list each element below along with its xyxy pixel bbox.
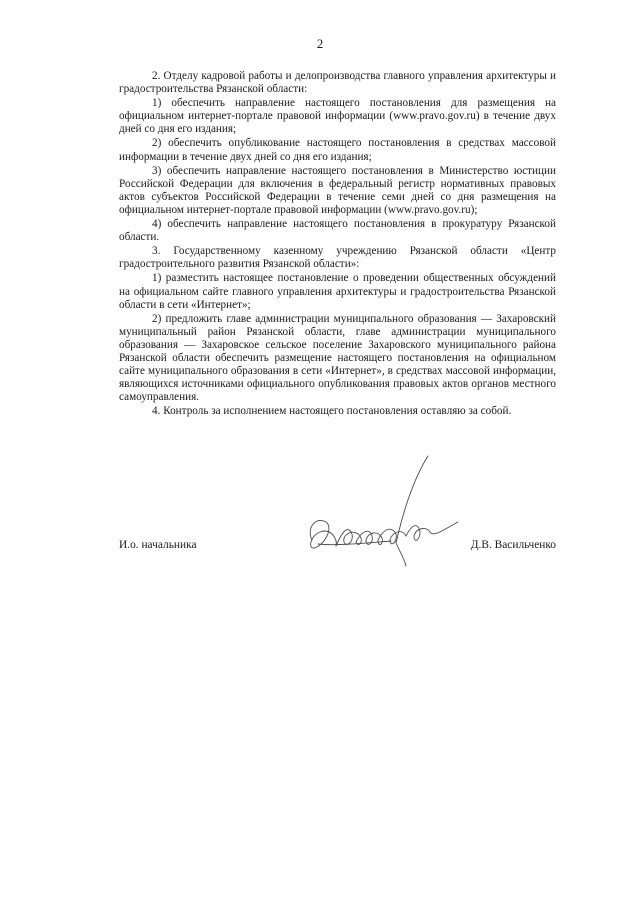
document-body (119, 70, 556, 419)
paragraph-2: 2. Отделу кадровой работы и делопроизводства главного управления архитектуры и градостроительства Рязанской области: (119, 70, 556, 96)
paragraph-3: 3. Государственному казенному учреждению Рязанской области «Центр градостроительного развития Рязанской области»: (119, 245, 556, 271)
handwritten-signature (296, 448, 476, 573)
signatory-title: И.о. начальника (119, 539, 197, 551)
paragraph-4: 4. Контроль за исполнением настоящего постановления оставляю за собой. (152, 405, 512, 418)
paragraph-3-1: 1) разместить настоящее постановление о проведении общественных обсуждений на официальном сайте главного управления архитектуры и градостроительства Рязанской области в сети «Интернет»; (119, 272, 556, 311)
paragraph-2-2: 2) обеспечить опубликование настоящего постановления в средствах массовой информации в течение двух дней со дня его издания; (119, 137, 556, 163)
paragraph-2-4: 4) обеспечить направление настоящего постановления в прокуратуру Рязанской области. (119, 218, 556, 244)
paragraph-3-2: 2) предложить главе администрации муниципального образования — Захаровский муниципальный район Рязанской области, главе администрации муниципального образования — Захаровское сельское поселение Захаровского муниципального района Рязанской области обеспечить размещение настоящего постановления на официальном сайте муниципального образования в сети «Интернет», в средствах массовой информации, являющихся источниками официального опубликования правовых актов органов местного самоуправления. (119, 312, 556, 404)
signatory-name: Д.В. Васильченко (470, 539, 556, 551)
page-number: 2 (316, 36, 324, 51)
paragraph-2-1: 1) обеспечить направление настоящего постановления для размещения на официальном интернет-портале правовой информации (www.pravo.gov.ru) в течение двух дней со дня его издания; (119, 97, 556, 136)
paragraph-2-3: 3) обеспечить направление настоящего постановления в Министерство юстиции Российской Федерации для включения в федеральный регистр нормативных правовых актов субъектов Российской Федерации в течение семи дней со дня размещения на официальном интернет-портале правовой информации (www.pravo.gov.ru); (119, 164, 556, 216)
